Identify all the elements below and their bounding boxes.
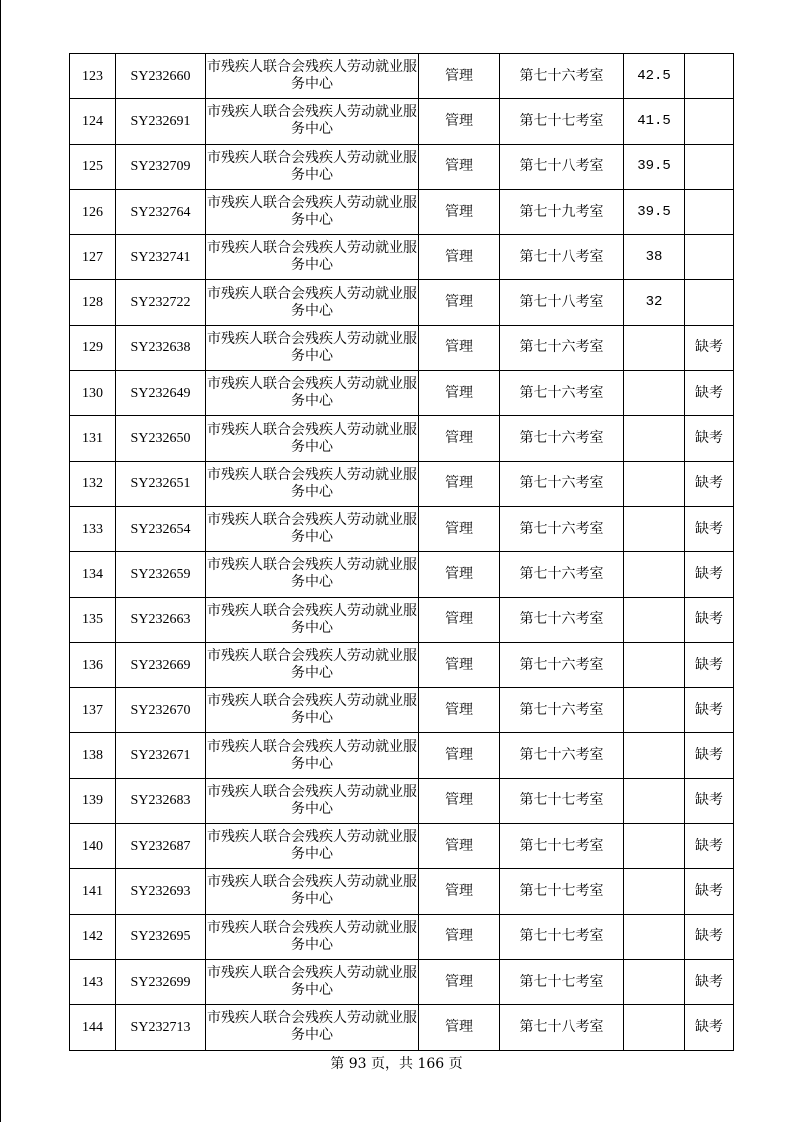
candidate-id-cell: SY232709	[116, 144, 206, 189]
table-row	[70, 552, 734, 597]
position-cell: 管理	[419, 506, 500, 551]
position-cell: 管理	[419, 416, 500, 461]
position-cell: 管理	[419, 235, 500, 280]
exam-room-cell: 第七十七考室	[500, 869, 624, 914]
remark-cell	[685, 99, 734, 144]
candidate-id-cell: SY232699	[116, 959, 206, 1004]
score-cell	[624, 506, 685, 551]
exam-room-cell: 第七十八考室	[500, 235, 624, 280]
score-cell: 42.5	[624, 54, 685, 99]
remark-cell: 缺考	[685, 552, 734, 597]
table-row	[70, 54, 734, 99]
candidate-id-cell: SY232691	[116, 99, 206, 144]
table-row	[70, 461, 734, 506]
exam-room-cell: 第七十九考室	[500, 189, 624, 234]
exam-room-cell: 第七十六考室	[500, 552, 624, 597]
position-cell: 管理	[419, 959, 500, 1004]
employer-unit-cell: 市残疾人联合会残疾人劳动就业服务中心	[206, 325, 419, 370]
score-cell	[624, 914, 685, 959]
employer-unit-cell: 市残疾人联合会残疾人劳动就业服务中心	[206, 416, 419, 461]
score-cell: 39.5	[624, 189, 685, 234]
employer-unit-cell: 市残疾人联合会残疾人劳动就业服务中心	[206, 189, 419, 234]
employer-unit-cell: 市残疾人联合会残疾人劳动就业服务中心	[206, 733, 419, 778]
table-row	[70, 959, 734, 1004]
table-row	[70, 914, 734, 959]
remark-cell	[685, 235, 734, 280]
remark-cell: 缺考	[685, 824, 734, 869]
remark-cell: 缺考	[685, 778, 734, 823]
position-cell: 管理	[419, 642, 500, 687]
exam-room-cell: 第七十六考室	[500, 461, 624, 506]
candidate-id-cell: SY232683	[116, 778, 206, 823]
score-cell	[624, 778, 685, 823]
score-cell	[624, 1005, 685, 1050]
row-number-cell: 126	[70, 189, 116, 234]
employer-unit-cell: 市残疾人联合会残疾人劳动就业服务中心	[206, 1005, 419, 1050]
exam-room-cell: 第七十八考室	[500, 280, 624, 325]
row-number-cell: 128	[70, 280, 116, 325]
row-number-cell: 125	[70, 144, 116, 189]
employer-unit-cell: 市残疾人联合会残疾人劳动就业服务中心	[206, 280, 419, 325]
row-number-cell: 136	[70, 642, 116, 687]
remark-cell: 缺考	[685, 733, 734, 778]
remark-cell: 缺考	[685, 416, 734, 461]
table-row	[70, 325, 734, 370]
position-cell: 管理	[419, 597, 500, 642]
exam-room-cell: 第七十七考室	[500, 914, 624, 959]
candidate-id-cell: SY232638	[116, 325, 206, 370]
remark-cell: 缺考	[685, 597, 734, 642]
row-number-cell: 138	[70, 733, 116, 778]
remark-cell: 缺考	[685, 325, 734, 370]
table-row	[70, 824, 734, 869]
score-cell	[624, 733, 685, 778]
row-number-cell: 133	[70, 506, 116, 551]
exam-room-cell: 第七十六考室	[500, 416, 624, 461]
exam-room-cell: 第七十七考室	[500, 99, 624, 144]
table-row	[70, 506, 734, 551]
position-cell: 管理	[419, 1005, 500, 1050]
position-cell: 管理	[419, 914, 500, 959]
employer-unit-cell: 市残疾人联合会残疾人劳动就业服务中心	[206, 688, 419, 733]
remark-cell: 缺考	[685, 461, 734, 506]
candidate-id-cell: SY232651	[116, 461, 206, 506]
employer-unit-cell: 市残疾人联合会残疾人劳动就业服务中心	[206, 914, 419, 959]
row-number-cell: 123	[70, 54, 116, 99]
row-number-cell: 140	[70, 824, 116, 869]
table-row	[70, 235, 734, 280]
table-row	[70, 371, 734, 416]
candidate-id-cell: SY232671	[116, 733, 206, 778]
score-cell: 39.5	[624, 144, 685, 189]
exam-room-cell: 第七十七考室	[500, 824, 624, 869]
candidate-id-cell: SY232764	[116, 189, 206, 234]
table-row	[70, 733, 734, 778]
position-cell: 管理	[419, 733, 500, 778]
remark-cell: 缺考	[685, 959, 734, 1004]
table-row	[70, 778, 734, 823]
exam-room-cell: 第七十七考室	[500, 778, 624, 823]
table-row	[70, 144, 734, 189]
score-cell: 38	[624, 235, 685, 280]
candidate-id-cell: SY232654	[116, 506, 206, 551]
employer-unit-cell: 市残疾人联合会残疾人劳动就业服务中心	[206, 597, 419, 642]
position-cell: 管理	[419, 552, 500, 597]
row-number-cell: 134	[70, 552, 116, 597]
score-cell	[624, 642, 685, 687]
score-cell	[624, 552, 685, 597]
row-number-cell: 132	[70, 461, 116, 506]
candidate-id-cell: SY232649	[116, 371, 206, 416]
candidate-id-cell: SY232670	[116, 688, 206, 733]
remark-cell	[685, 189, 734, 234]
position-cell: 管理	[419, 688, 500, 733]
position-cell: 管理	[419, 325, 500, 370]
position-cell: 管理	[419, 461, 500, 506]
employer-unit-cell: 市残疾人联合会残疾人劳动就业服务中心	[206, 461, 419, 506]
candidate-id-cell: SY232695	[116, 914, 206, 959]
score-cell	[624, 416, 685, 461]
table-row	[70, 869, 734, 914]
candidate-id-cell: SY232663	[116, 597, 206, 642]
row-number-cell: 141	[70, 869, 116, 914]
remark-cell	[685, 280, 734, 325]
row-number-cell: 139	[70, 778, 116, 823]
position-cell: 管理	[419, 54, 500, 99]
exam-room-cell: 第七十六考室	[500, 597, 624, 642]
score-cell	[624, 461, 685, 506]
remark-cell: 缺考	[685, 371, 734, 416]
employer-unit-cell: 市残疾人联合会残疾人劳动就业服务中心	[206, 235, 419, 280]
employer-unit-cell: 市残疾人联合会残疾人劳动就业服务中心	[206, 959, 419, 1004]
remark-cell: 缺考	[685, 1005, 734, 1050]
row-number-cell: 124	[70, 99, 116, 144]
candidate-id-cell: SY232687	[116, 824, 206, 869]
remark-cell	[685, 54, 734, 99]
table-row	[70, 1005, 734, 1050]
remark-cell: 缺考	[685, 869, 734, 914]
employer-unit-cell: 市残疾人联合会残疾人劳动就业服务中心	[206, 371, 419, 416]
score-cell: 32	[624, 280, 685, 325]
employer-unit-cell: 市残疾人联合会残疾人劳动就业服务中心	[206, 824, 419, 869]
employer-unit-cell: 市残疾人联合会残疾人劳动就业服务中心	[206, 144, 419, 189]
remark-cell	[685, 144, 734, 189]
employer-unit-cell: 市残疾人联合会残疾人劳动就业服务中心	[206, 642, 419, 687]
score-cell	[624, 869, 685, 914]
table-row	[70, 280, 734, 325]
row-number-cell: 135	[70, 597, 116, 642]
exam-room-cell: 第七十七考室	[500, 959, 624, 1004]
row-number-cell: 137	[70, 688, 116, 733]
score-cell	[624, 688, 685, 733]
exam-room-cell: 第七十六考室	[500, 688, 624, 733]
employer-unit-cell: 市残疾人联合会残疾人劳动就业服务中心	[206, 99, 419, 144]
row-number-cell: 129	[70, 325, 116, 370]
exam-room-cell: 第七十六考室	[500, 506, 624, 551]
exam-room-cell: 第七十六考室	[500, 371, 624, 416]
exam-room-cell: 第七十六考室	[500, 325, 624, 370]
score-cell	[624, 325, 685, 370]
position-cell: 管理	[419, 189, 500, 234]
candidate-id-cell: SY232713	[116, 1005, 206, 1050]
remark-cell: 缺考	[685, 914, 734, 959]
table-row	[70, 416, 734, 461]
score-cell	[624, 824, 685, 869]
results-table	[69, 53, 734, 1051]
exam-room-cell: 第七十六考室	[500, 642, 624, 687]
position-cell: 管理	[419, 99, 500, 144]
candidate-id-cell: SY232650	[116, 416, 206, 461]
page-footer: 第 93 页，共 166 页	[330, 1056, 463, 1072]
exam-room-cell: 第七十六考室	[500, 54, 624, 99]
row-number-cell: 144	[70, 1005, 116, 1050]
employer-unit-cell: 市残疾人联合会残疾人劳动就业服务中心	[206, 552, 419, 597]
candidate-id-cell: SY232669	[116, 642, 206, 687]
score-cell	[624, 959, 685, 1004]
results-table-body	[70, 54, 734, 1051]
remark-cell: 缺考	[685, 642, 734, 687]
position-cell: 管理	[419, 280, 500, 325]
score-cell	[624, 371, 685, 416]
page-left-edge-line	[0, 0, 1, 1122]
row-number-cell: 130	[70, 371, 116, 416]
exam-room-cell: 第七十八考室	[500, 1005, 624, 1050]
employer-unit-cell: 市残疾人联合会残疾人劳动就业服务中心	[206, 869, 419, 914]
row-number-cell: 143	[70, 959, 116, 1004]
position-cell: 管理	[419, 778, 500, 823]
candidate-id-cell: SY232659	[116, 552, 206, 597]
candidate-id-cell: SY232741	[116, 235, 206, 280]
exam-room-cell: 第七十八考室	[500, 144, 624, 189]
candidate-id-cell: SY232660	[116, 54, 206, 99]
position-cell: 管理	[419, 144, 500, 189]
employer-unit-cell: 市残疾人联合会残疾人劳动就业服务中心	[206, 54, 419, 99]
remark-cell: 缺考	[685, 506, 734, 551]
row-number-cell: 127	[70, 235, 116, 280]
remark-cell: 缺考	[685, 688, 734, 733]
table-row	[70, 642, 734, 687]
table-row	[70, 189, 734, 234]
table-row	[70, 597, 734, 642]
exam-room-cell: 第七十六考室	[500, 733, 624, 778]
table-row	[70, 99, 734, 144]
position-cell: 管理	[419, 824, 500, 869]
position-cell: 管理	[419, 371, 500, 416]
employer-unit-cell: 市残疾人联合会残疾人劳动就业服务中心	[206, 506, 419, 551]
candidate-id-cell: SY232722	[116, 280, 206, 325]
candidate-id-cell: SY232693	[116, 869, 206, 914]
row-number-cell: 131	[70, 416, 116, 461]
employer-unit-cell: 市残疾人联合会残疾人劳动就业服务中心	[206, 778, 419, 823]
score-cell	[624, 597, 685, 642]
table-row	[70, 688, 734, 733]
score-cell: 41.5	[624, 99, 685, 144]
position-cell: 管理	[419, 869, 500, 914]
row-number-cell: 142	[70, 914, 116, 959]
